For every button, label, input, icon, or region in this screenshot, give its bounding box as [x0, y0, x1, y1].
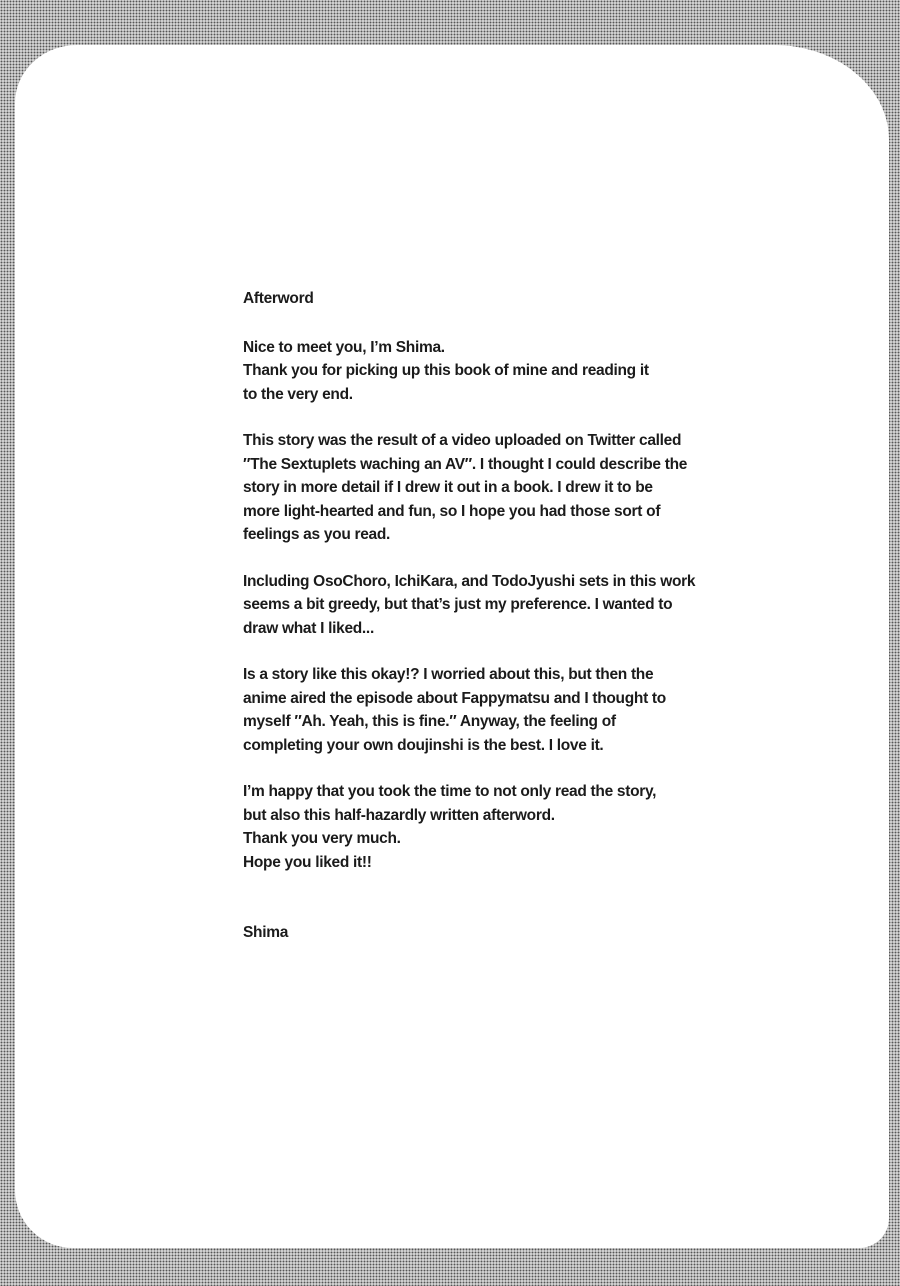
text-line: Nice to meet you, I’m Shima.	[243, 338, 445, 356]
text-line: anime aired the episode about Fappymatsu and I thought to	[243, 689, 666, 707]
text-line: story in more detail if I drew it out in a book. I drew it to be	[243, 479, 653, 496]
afterword-text-block	[243, 287, 723, 945]
text-line: Thank you very much.	[243, 830, 401, 847]
text-line: draw what I liked...	[243, 619, 374, 637]
text-line: Thank you for picking up this book of mine and reading it	[243, 362, 649, 379]
text-line: Including OsoChoro, IchiKara, and TodoJyushi sets in this work	[243, 572, 696, 590]
text-line: feelings as you read.	[243, 526, 391, 543]
text-line: to the very end.	[243, 385, 353, 403]
paragraph-worries	[243, 663, 723, 757]
text-line: ″The Sextuplets waching an AV″. I thought I could describe the	[243, 455, 688, 473]
text-line: myself ″Ah. Yeah, this is fine.″ Anyway, the feeling of	[243, 713, 616, 730]
afterword-heading: Afterword	[243, 290, 314, 307]
paragraph-pairings	[243, 570, 723, 641]
text-line: completing your own doujinshi is the best. I love it.	[243, 736, 604, 754]
paragraph-greeting	[243, 336, 723, 407]
text-line: seems a bit greedy, but that’s just my preference. I wanted to	[243, 596, 673, 613]
text-line: but also this half-hazardly written afterword.	[243, 806, 555, 824]
text-line: Hope you liked it!!	[243, 853, 372, 871]
text-line: This story was the result of a video uploaded on Twitter called	[243, 432, 682, 449]
paragraph-thanks	[243, 780, 723, 874]
text-line: Is a story like this okay!? I worried about this, but then the	[243, 666, 654, 683]
text-line: more light-hearted and fun, so I hope you had those sort of	[243, 502, 661, 520]
text-line: I’m happy that you took the time to not only read the story,	[243, 783, 657, 800]
paragraph-story-origin	[243, 429, 723, 547]
author-signature: Shima	[243, 924, 289, 941]
